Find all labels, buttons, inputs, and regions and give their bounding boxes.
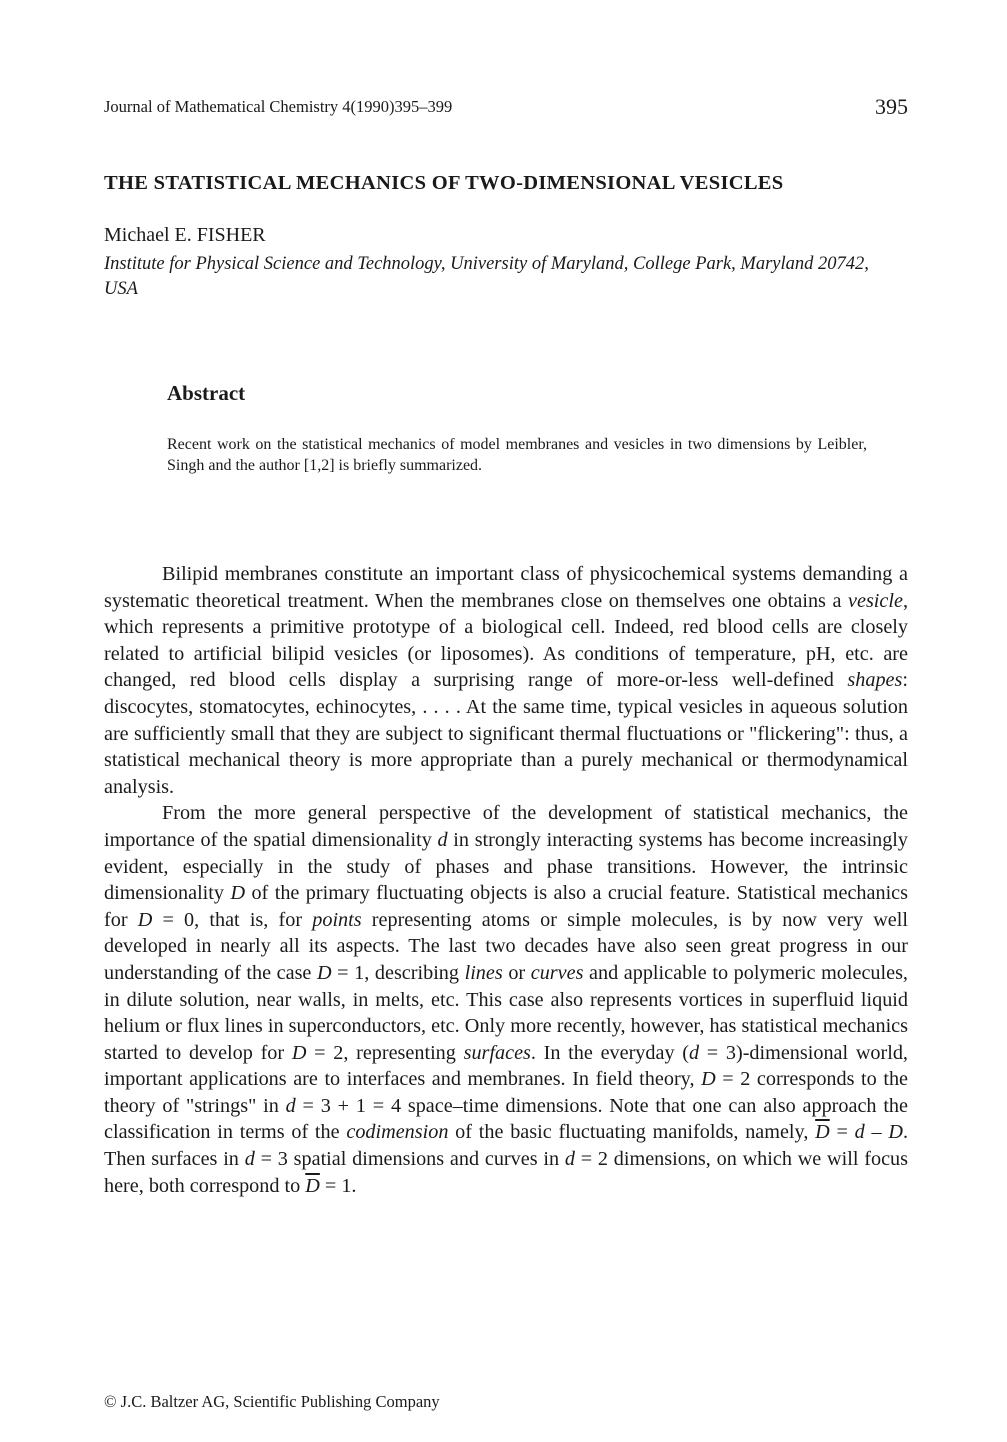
journal-citation: Journal of Mathematical Chemistry 4(1990)395–399	[104, 97, 453, 116]
body-paragraph-2: From the more general perspective of the development of statistical mechanics, the importance of the spatial dimensionality d in strongly interacting systems has become increasingly evident, especially in the study of phases and phase transitions. However, the intrinsic dimensionality D of the primary fluctuating objects is also a crucial feature. Statistical mechanics for D = 0, that is, for points representing atoms or simple molecules, is by now very well developed in nearly all its aspects. The last two decades have also seen great progress in our understanding of the case D = 1, describing lines or curves and applicable to polymeric molecules, in dilute solution, near walls, in melts, etc. This case also represents vortices in superfluid liquid helium or flux lines in superconductors, etc. Only more recently, however, has statistical mechanics started to develop for D = 2, representing surfaces. In the everyday (d = 3)-dimensional world, important applications are to interfaces and membranes. In field theory, D = 2 corresponds to the theory of "strings" in d = 3 + 1 = 4 space–time dimensions. Note that one can also approach the classification in terms of the codimension of the basic fluctuating manifolds, namely, $\overline{D} = d - D$. Then surfaces in d = 3 spatial dimensions and curves in d = 2 dimensions, on which we will focus here, both correspond to $\overline{D} = 1$.	[104, 802, 909, 1197]
body-paragraph-1: Bilipid membranes constitute an important class of physicochemical systems demanding a systematic theoretical treatment. When the membranes close on themselves one obtains a vesicle, which represents a primitive prototype of a biological cell. Indeed, red blood cells are closely related to artificial bilipid vesicles (or liposomes). As conditions of temperature, pH, etc. are changed, red blood cells display a surprising range of more-or-less well-defined shapes: discocytes, stomatocytes, echinocytes, . . . . At the same time, typical vesicles in aqueous solution are sufficiently small that they are subject to significant thermal fluctuations or "flickering": thus, a statistical mechanical theory is more appropriate than a purely mechanical or thermodynamical analysis.	[104, 563, 908, 798]
paper-title: THE STATISTICAL MECHANICS OF TWO-DIMENSIONAL VESICLES	[104, 172, 784, 194]
abstract-heading: Abstract	[167, 381, 246, 405]
main-body	[104, 561, 908, 1199]
copyright-footer: © J.C. Baltzer AG, Scientific Publishing Company	[104, 1392, 440, 1411]
author-affiliation: Institute for Physical Science and Technology, University of Maryland, College Park, Maryland 20742, USA	[104, 254, 869, 299]
page-number: 395	[875, 94, 908, 119]
abstract-text: Recent work on the statistical mechanics of model membranes and vesicles in two dimensions by Leibler, Singh and the author [1,2] is briefly summarized.	[167, 436, 867, 474]
author-name: Michael E. FISHER	[104, 224, 266, 246]
